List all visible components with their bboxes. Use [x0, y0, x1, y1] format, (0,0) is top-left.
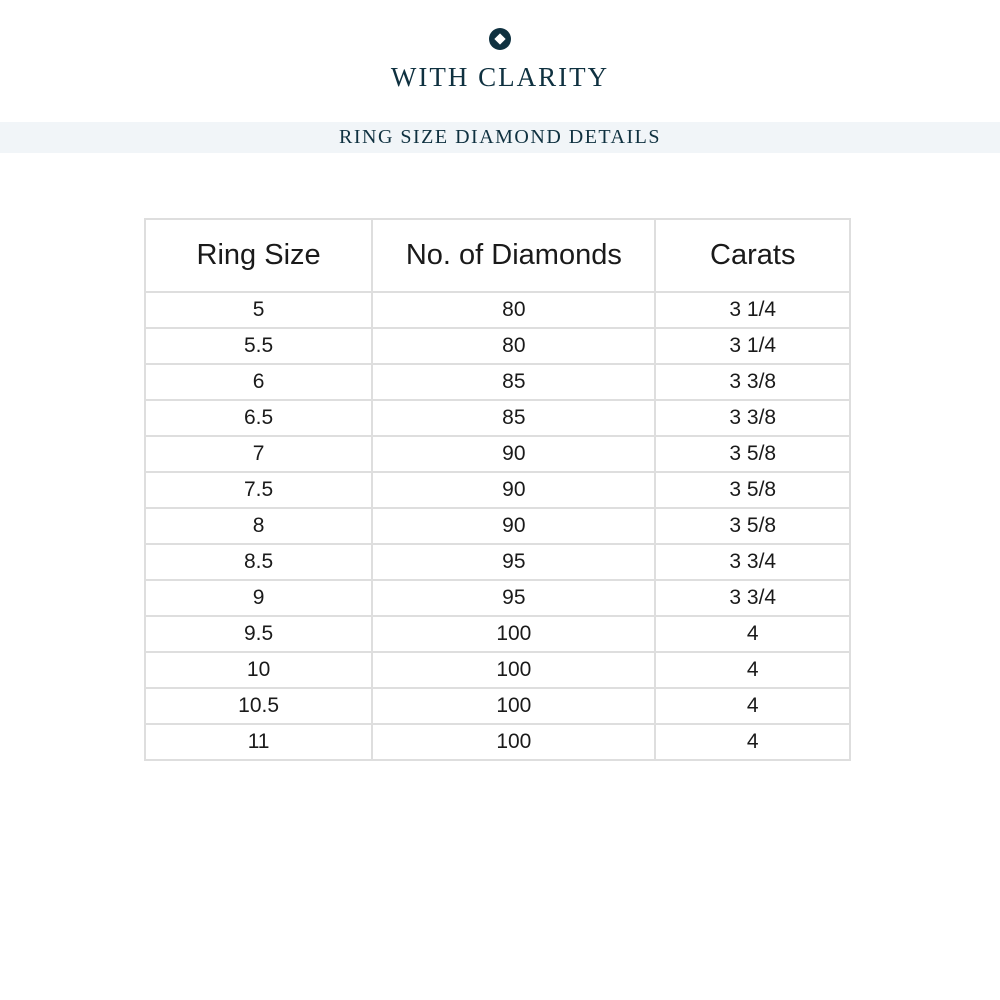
column-header-ring-size: Ring Size: [145, 219, 372, 292]
carats-cell: 3 3/8: [655, 400, 850, 436]
ring-size-table: [144, 218, 851, 761]
ring-size-cell: 9: [145, 580, 372, 616]
table-row: [145, 328, 850, 364]
ring-size-cell: 6: [145, 364, 372, 400]
table-row: [145, 688, 850, 724]
carats-cell: 4: [655, 724, 850, 760]
column-header-carats: Carats: [655, 219, 850, 292]
table-row: [145, 544, 850, 580]
diamond-count-cell: 100: [372, 652, 655, 688]
brand-name: WITH CLARITY: [390, 62, 610, 92]
carats-cell: 3 3/4: [655, 580, 850, 616]
table-row: [145, 436, 850, 472]
table-row: [145, 472, 850, 508]
diamond-count-cell: 85: [372, 364, 655, 400]
carats-cell: 3 1/4: [655, 328, 850, 364]
diamond-count-cell: 80: [372, 292, 655, 328]
table-row: [145, 616, 850, 652]
ring-size-cell: 11: [145, 724, 372, 760]
diamond-count-cell: 90: [372, 508, 655, 544]
ring-size-cell: 7.5: [145, 472, 372, 508]
diamond-count-cell: 100: [372, 616, 655, 652]
ring-size-cell: 10: [145, 652, 372, 688]
table-row: [145, 580, 850, 616]
carats-cell: 3 5/8: [655, 472, 850, 508]
ring-size-cell: 5.5: [145, 328, 372, 364]
page-title: RING SIZE DIAMOND DETAILS: [339, 126, 661, 148]
column-header-no-of-diamonds: No. of Diamonds: [372, 219, 655, 292]
ring-size-cell: 10.5: [145, 688, 372, 724]
ring-size-cell: 5: [145, 292, 372, 328]
diamond-count-cell: 90: [372, 436, 655, 472]
carats-cell: 3 3/8: [655, 364, 850, 400]
table-row: [145, 400, 850, 436]
ring-size-cell: 8: [145, 508, 372, 544]
diamond-count-cell: 100: [372, 724, 655, 760]
carats-cell: 3 5/8: [655, 436, 850, 472]
carats-cell: 4: [655, 652, 850, 688]
diamond-count-cell: 100: [372, 688, 655, 724]
table-row: [145, 508, 850, 544]
ring-size-cell: 8.5: [145, 544, 372, 580]
carats-cell: 3 3/4: [655, 544, 850, 580]
diamond-count-cell: 80: [372, 328, 655, 364]
carats-cell: 4: [655, 616, 850, 652]
table-row: [145, 724, 850, 760]
brand-logo-icon: [489, 28, 511, 50]
table-row: [145, 652, 850, 688]
carats-cell: 3 1/4: [655, 292, 850, 328]
ring-size-cell: 6.5: [145, 400, 372, 436]
table-row: [145, 364, 850, 400]
diamond-count-cell: 95: [372, 580, 655, 616]
carats-cell: 4: [655, 688, 850, 724]
carats-cell: 3 5/8: [655, 508, 850, 544]
diamond-count-cell: 90: [372, 472, 655, 508]
ring-size-cell: 9.5: [145, 616, 372, 652]
diamond-count-cell: 85: [372, 400, 655, 436]
diamond-count-cell: 95: [372, 544, 655, 580]
ring-size-cell: 7: [145, 436, 372, 472]
table-row: [145, 292, 850, 328]
table-header-row: [145, 219, 850, 292]
